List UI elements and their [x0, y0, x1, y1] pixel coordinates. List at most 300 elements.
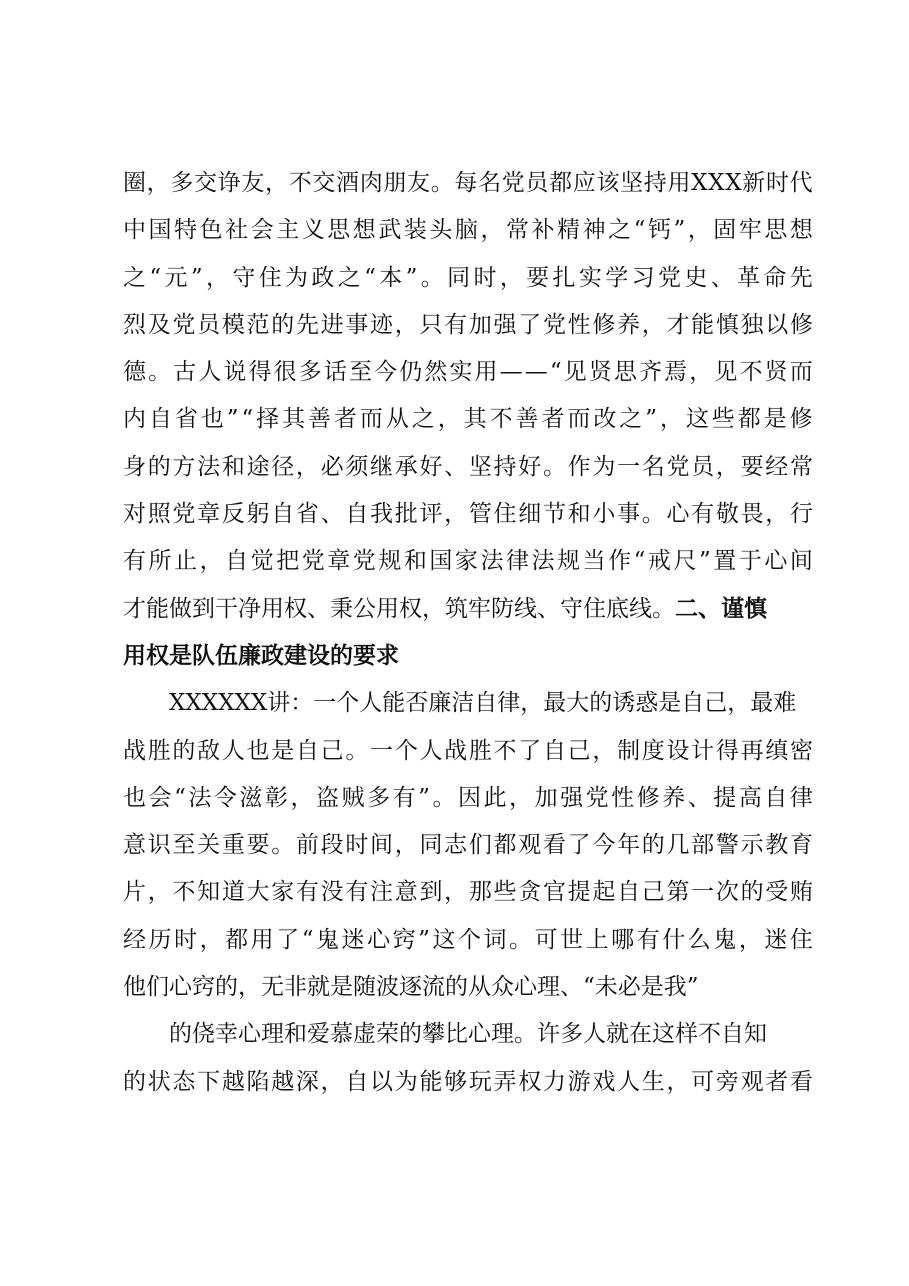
glyph: 神	[582, 217, 606, 244]
glyph: 省	[295, 501, 319, 528]
glyph: 时	[765, 170, 789, 196]
glyph: 有	[691, 501, 715, 528]
glyph: 一	[617, 453, 641, 480]
glyph: ，	[738, 926, 762, 953]
glyph: 好	[518, 453, 542, 480]
section-heading-end: 用权是队伍廉政建设的要求	[123, 642, 399, 669]
glyph: 了	[567, 832, 591, 859]
glyph: “	[364, 264, 376, 291]
glyph: ，	[592, 737, 616, 764]
glyph: 己	[567, 737, 591, 764]
glyph: 固	[713, 217, 737, 244]
glyph: 深	[295, 1068, 319, 1095]
text-line-15	[123, 822, 813, 869]
glyph: 先	[295, 311, 319, 338]
glyph: 了	[518, 737, 542, 764]
glyph: 为	[394, 1068, 418, 1095]
glyph: 的	[172, 737, 196, 764]
glyph: 没	[320, 879, 344, 906]
glyph: 战	[444, 737, 468, 764]
glyph: 贤	[588, 359, 612, 386]
glyph: 心	[666, 501, 690, 528]
glyph: 注	[370, 879, 394, 906]
glyph: 都	[225, 926, 249, 953]
glyph: 国	[429, 548, 453, 575]
glyph: 齐	[639, 359, 663, 386]
glyph: 观	[518, 832, 542, 859]
text-line-17	[123, 917, 813, 964]
glyph: 党	[657, 264, 681, 291]
glyph: 些	[711, 406, 735, 433]
glyph: 脑	[454, 217, 478, 244]
glyph: 今	[374, 359, 398, 386]
glyph: 会	[148, 784, 172, 811]
glyph: 先	[789, 264, 813, 291]
glyph: 规	[378, 548, 402, 575]
glyph: 党	[666, 453, 690, 480]
glyph: 贼	[341, 784, 365, 811]
glyph: 高	[738, 784, 762, 811]
glyph: 对	[123, 501, 146, 528]
glyph: “	[633, 548, 646, 575]
glyph: 看	[542, 832, 566, 859]
glyph: 状	[147, 1068, 171, 1095]
glyph: 戒	[647, 548, 671, 575]
glyph: 和	[221, 453, 245, 480]
glyph: 细	[518, 501, 542, 528]
glyph: 说	[223, 359, 247, 386]
glyph: 党	[542, 311, 566, 338]
glyph: 不	[493, 737, 517, 764]
glyph: 学	[605, 264, 629, 291]
glyph: 古	[173, 359, 197, 386]
glyph: 有	[345, 879, 369, 906]
glyph: 可	[691, 1068, 715, 1095]
glyph: 而	[789, 359, 813, 386]
glyph: 态	[172, 1068, 196, 1095]
glyph: 而	[359, 406, 383, 433]
glyph: 所	[148, 548, 172, 575]
glyph: 同	[447, 264, 471, 291]
glyph: 交	[194, 170, 218, 196]
glyph: 养	[617, 311, 641, 338]
glyph: 胜	[147, 737, 171, 764]
glyph: 思	[327, 217, 351, 244]
glyph: 敬	[715, 501, 739, 528]
glyph: 都	[549, 170, 573, 196]
glyph: 游	[567, 1068, 591, 1095]
glyph: 修	[592, 311, 616, 338]
glyph: 想	[789, 217, 813, 244]
text-line-1	[123, 160, 813, 207]
glyph: 都	[493, 832, 517, 859]
glyph: 时	[174, 926, 198, 953]
line-10: 才能做到干净用权、秉公用权，筑牢防线、守住底线。	[123, 595, 675, 622]
glyph: 贤	[764, 359, 788, 386]
glyph: 法	[197, 453, 221, 480]
glyph: 者	[333, 406, 357, 433]
glyph: 一	[370, 737, 394, 764]
glyph: 时	[345, 832, 369, 859]
glyph: 提	[713, 784, 737, 811]
glyph: 世	[560, 926, 584, 953]
glyph: 育	[789, 832, 813, 859]
glyph: 。	[432, 784, 456, 811]
glyph: 常	[505, 217, 529, 244]
glyph: 不	[489, 406, 513, 433]
glyph: ，	[199, 926, 223, 953]
glyph: 修	[636, 784, 660, 811]
glyph: 其	[463, 406, 487, 433]
glyph: ，	[444, 879, 468, 906]
glyph: 坚	[468, 453, 492, 480]
glyph: “	[549, 359, 562, 386]
glyph: ，	[290, 784, 314, 811]
glyph: 知	[197, 879, 221, 906]
glyph: 都	[737, 406, 761, 433]
glyph: 很	[273, 359, 297, 386]
glyph: 教	[765, 832, 789, 859]
glyph: 章	[197, 501, 221, 528]
glyph: 承	[394, 453, 418, 480]
glyph: 用	[250, 926, 274, 953]
glyph: 了	[518, 311, 542, 338]
glyph: 贿	[789, 879, 813, 906]
glyph: 年	[617, 832, 641, 859]
glyph: ，	[499, 264, 523, 291]
glyph: 性	[567, 311, 591, 338]
text-line-5	[123, 349, 813, 396]
glyph: 密	[789, 737, 813, 764]
glyph: ，	[437, 406, 461, 433]
glyph: 住	[493, 501, 517, 528]
glyph: 从	[385, 406, 409, 433]
glyph: ，	[659, 406, 683, 433]
glyph: ，	[641, 311, 665, 338]
glyph: 国	[148, 217, 172, 244]
glyph: 照	[147, 501, 171, 528]
glyph: 革	[737, 264, 761, 291]
glyph: 住	[258, 264, 282, 291]
glyph: 事	[617, 501, 641, 528]
glyph: 把	[276, 548, 300, 575]
glyph: ”	[226, 406, 239, 433]
glyph: 贪	[518, 879, 542, 906]
text-line-18	[123, 964, 813, 1011]
glyph: ”	[190, 264, 203, 291]
glyph: 然	[424, 359, 448, 386]
glyph: 一	[691, 879, 715, 906]
glyph: 时	[473, 264, 497, 291]
glyph: 。	[345, 737, 369, 764]
glyph: 有	[123, 548, 146, 575]
glyph: 之	[337, 264, 361, 291]
glyph: 名	[478, 170, 502, 196]
glyph: 令	[213, 784, 237, 811]
glyph: 仍	[399, 359, 423, 386]
glyph: 自	[148, 406, 172, 433]
text-line-6	[123, 396, 813, 443]
glyph: 主	[276, 217, 300, 244]
text-line-2	[123, 207, 813, 254]
glyph: 再	[740, 737, 764, 764]
glyph: 以	[765, 311, 789, 338]
glyph: 能	[691, 311, 715, 338]
glyph: 法	[188, 784, 212, 811]
glyph: 修	[789, 311, 813, 338]
glyph: 滋	[239, 784, 263, 811]
glyph: 间	[370, 832, 394, 859]
glyph: 提	[567, 879, 591, 906]
glyph: 模	[221, 311, 245, 338]
glyph: 持	[643, 170, 667, 196]
glyph: 作	[608, 548, 632, 575]
glyph: ，	[394, 832, 418, 859]
glyph: 守	[232, 264, 256, 291]
glyph: 得	[715, 737, 739, 764]
glyph: 得	[248, 359, 272, 386]
glyph: 人	[617, 1068, 641, 1095]
glyph: 武	[378, 217, 402, 244]
glyph: 鬼	[316, 926, 340, 953]
glyph: 会	[250, 217, 274, 244]
glyph: 那	[468, 879, 492, 906]
glyph: 事	[345, 311, 369, 338]
glyph: 己	[641, 879, 665, 906]
glyph: 节	[542, 501, 566, 528]
glyph: ”	[418, 784, 430, 811]
glyph: —	[499, 359, 523, 386]
glyph: 补	[531, 217, 555, 244]
glyph: 己	[320, 737, 344, 764]
glyph: 头	[429, 217, 453, 244]
glyph: 、	[444, 453, 468, 480]
glyph: 规	[557, 548, 581, 575]
glyph: 了	[276, 926, 300, 953]
glyph: 范	[246, 311, 270, 338]
glyph: 有	[392, 784, 416, 811]
glyph: 其	[282, 406, 306, 433]
text-line-20	[123, 1059, 813, 1106]
glyph: 警	[715, 832, 739, 859]
glyph: 有	[295, 879, 319, 906]
glyph: 实	[578, 264, 602, 291]
glyph: 该	[596, 170, 620, 196]
glyph: ，	[765, 501, 789, 528]
glyph: X	[708, 170, 725, 196]
glyph: 计	[691, 737, 715, 764]
glyph: 慎	[715, 311, 739, 338]
glyph: ，	[687, 217, 711, 244]
glyph: 敌	[197, 737, 221, 764]
glyph: ，	[444, 501, 468, 528]
glyph: 党	[585, 784, 609, 811]
glyph: 有	[444, 311, 468, 338]
glyph: 观	[740, 1068, 764, 1095]
glyph: “	[174, 784, 186, 811]
glyph: ”	[698, 548, 711, 575]
glyph: ，	[199, 548, 223, 575]
glyph: ，	[666, 1068, 690, 1095]
glyph: 心	[367, 926, 391, 953]
glyph: 胜	[468, 737, 492, 764]
glyph: 几	[666, 832, 690, 859]
glyph: 烈	[123, 311, 146, 338]
glyph: 想	[352, 217, 376, 244]
glyph: 上	[585, 926, 609, 953]
glyph: 员	[691, 453, 715, 480]
glyph: 我	[370, 501, 394, 528]
glyph: 党	[301, 548, 325, 575]
line-18: 他们心窍的，无非就是随波逐流的从众心理、“未必是我”	[123, 974, 699, 1001]
glyph: 战	[123, 737, 146, 764]
glyph: 名	[641, 453, 665, 480]
glyph: 片	[123, 879, 146, 906]
glyph: 彰	[264, 784, 288, 811]
glyph: 词	[483, 926, 507, 953]
glyph: 志	[444, 832, 468, 859]
glyph: 些	[493, 879, 517, 906]
glyph: 。	[148, 359, 172, 386]
glyph: 友	[241, 170, 265, 196]
glyph: 这	[432, 926, 456, 953]
glyph: 之	[608, 217, 632, 244]
glyph: 觉	[250, 548, 274, 575]
glyph: 权	[518, 1068, 542, 1095]
glyph: 的	[123, 1068, 146, 1095]
glyph: 大	[246, 879, 270, 906]
glyph: 章	[327, 548, 351, 575]
glyph: 择	[256, 406, 280, 433]
glyph: 持	[493, 453, 517, 480]
glyph: 够	[444, 1068, 468, 1095]
glyph: 的	[147, 453, 171, 480]
glyph: 们	[468, 832, 492, 859]
glyph: 哪	[611, 926, 635, 953]
glyph: 钙	[647, 217, 671, 244]
text-line-9	[123, 538, 813, 585]
glyph: 躬	[246, 501, 270, 528]
glyph: 示	[740, 832, 764, 859]
glyph: 之	[123, 264, 146, 291]
glyph: 内	[123, 406, 146, 433]
glyph: 什	[662, 926, 686, 953]
glyph: 管	[468, 501, 492, 528]
glyph: 至	[348, 359, 372, 386]
glyph: 家	[271, 879, 295, 906]
glyph: 要	[526, 264, 550, 291]
glyph: 义	[301, 217, 325, 244]
glyph: 见	[714, 359, 738, 386]
glyph: X	[725, 170, 742, 196]
glyph: ，	[147, 879, 171, 906]
glyph: 越	[271, 1068, 295, 1095]
glyph: 者	[765, 1068, 789, 1095]
glyph: “	[149, 264, 162, 291]
glyph: 多	[298, 359, 322, 386]
glyph: 善	[515, 406, 539, 433]
glyph: 间	[789, 548, 813, 575]
glyph: 力	[542, 1068, 566, 1095]
text-line-4	[123, 302, 813, 349]
glyph: 才	[666, 311, 690, 338]
glyph: 只	[419, 311, 443, 338]
glyph: 多	[170, 170, 194, 196]
glyph: 。	[509, 926, 533, 953]
glyph: “	[301, 926, 314, 953]
glyph: 起	[592, 879, 616, 906]
glyph: 反	[221, 501, 245, 528]
glyph: 住	[789, 926, 813, 953]
glyph: 应	[572, 170, 596, 196]
glyph: 新	[742, 170, 766, 196]
glyph: 经	[765, 453, 789, 480]
glyph: 不	[288, 170, 312, 196]
glyph: ，	[205, 264, 229, 291]
glyph: 史	[684, 264, 708, 291]
glyph: 意	[123, 832, 146, 859]
glyph: 这	[685, 406, 709, 433]
glyph: 鬼	[713, 926, 737, 953]
glyph: 径	[271, 453, 295, 480]
glyph: 改	[593, 406, 617, 433]
glyph: 者	[541, 406, 565, 433]
glyph: 的	[641, 832, 665, 859]
glyph: 意	[394, 879, 418, 906]
text-line-7	[123, 444, 813, 491]
glyph: 性	[611, 784, 635, 811]
glyph: 越	[221, 1068, 245, 1095]
glyph: 诤	[217, 170, 241, 196]
glyph: 。	[420, 264, 444, 291]
glyph: 党	[172, 501, 196, 528]
text-line-8	[123, 491, 813, 538]
glyph: 方	[172, 453, 196, 480]
glyph: 迷	[341, 926, 365, 953]
glyph: 装	[403, 217, 427, 244]
glyph: 用	[474, 359, 498, 386]
glyph: 政	[311, 264, 335, 291]
text-line-14	[123, 775, 813, 822]
glyph: 道	[221, 879, 245, 906]
glyph: 重	[221, 832, 245, 859]
glyph: 继	[370, 453, 394, 480]
glyph: 弄	[493, 1068, 517, 1095]
glyph: 至	[172, 832, 196, 859]
glyph: 扎	[552, 264, 576, 291]
glyph: 的	[271, 311, 295, 338]
glyph: 中	[123, 217, 146, 244]
glyph: 当	[582, 548, 606, 575]
body-text	[123, 160, 813, 1106]
glyph: ，	[509, 784, 533, 811]
glyph: 自	[271, 501, 295, 528]
glyph: 个	[394, 737, 418, 764]
glyph: ”	[673, 217, 686, 244]
glyph: 之	[411, 406, 435, 433]
glyph: 、	[710, 264, 734, 291]
glyph: 强	[493, 311, 517, 338]
glyph: 党	[352, 548, 376, 575]
glyph: 家	[454, 548, 478, 575]
glyph: 特	[174, 217, 198, 244]
glyph: 社	[225, 217, 249, 244]
glyph: 用	[667, 170, 691, 196]
glyph: 缜	[765, 737, 789, 764]
glyph: 要	[740, 453, 764, 480]
glyph: 历	[148, 926, 172, 953]
glyph: 每	[454, 170, 478, 196]
